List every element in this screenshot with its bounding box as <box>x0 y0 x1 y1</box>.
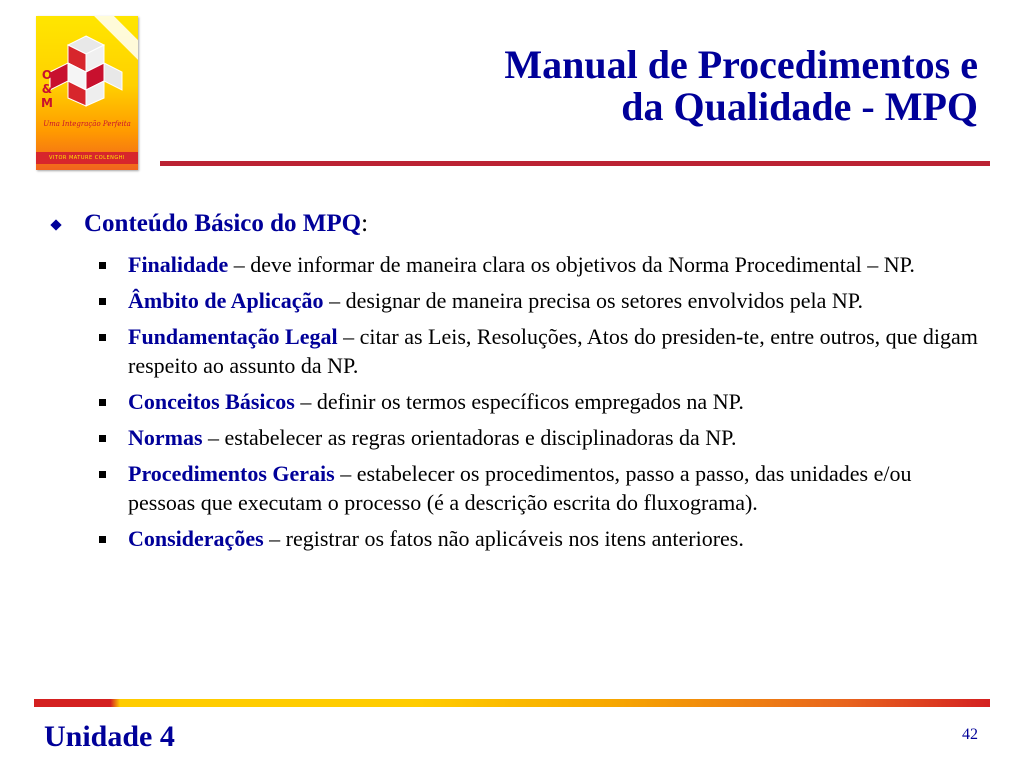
footer-unit-label: Unidade 4 <box>44 720 175 753</box>
item-description: – designar de maneira precisa os setores envolvidos pela NP. <box>323 288 864 313</box>
item-term: Procedimentos Gerais <box>128 461 335 486</box>
square-bullet-icon <box>99 298 106 305</box>
list-item <box>128 459 986 517</box>
page-number: 42 <box>962 726 978 743</box>
list-item <box>128 387 986 416</box>
cover-letter: M <box>41 96 53 110</box>
main-bullet-text: Conteúdo Básico do MPQ <box>84 210 362 237</box>
main-bullet-colon: : <box>361 210 369 237</box>
item-term: Conceitos Básicos <box>128 389 295 414</box>
item-description: – definir os termos específicos empregados na NP. <box>294 389 744 414</box>
square-bullet-icon <box>99 471 106 478</box>
square-bullet-icon <box>99 435 106 442</box>
cover-author: VITOR MATURE COLENGHI <box>36 152 138 164</box>
list-item <box>128 322 986 380</box>
title-line-1: Manual de Procedimentos e <box>504 42 978 87</box>
item-term: Fundamentação Legal <box>128 324 338 349</box>
item-term: Normas <box>128 425 203 450</box>
cubes-book-cover-icon <box>46 30 126 110</box>
book-cover-logo <box>36 16 138 170</box>
square-bullet-icon <box>99 399 106 406</box>
sub-bullet-list <box>46 250 986 553</box>
cover-letter: & <box>41 82 53 96</box>
diamond-bullet-icon <box>50 219 61 230</box>
cover-letters <box>40 68 54 110</box>
square-bullet-icon <box>99 262 106 269</box>
list-item <box>128 250 986 279</box>
list-item <box>128 286 986 315</box>
main-bullet <box>46 208 986 240</box>
item-description: – deve informar de maneira clara os objetivos da Norma Procedimental – NP. <box>228 252 915 277</box>
slide-title <box>278 44 978 128</box>
square-bullet-icon <box>99 536 106 543</box>
item-description: – estabelecer as regras orientadoras e disciplinadoras da NP. <box>202 425 737 450</box>
cover-letter: O <box>41 68 53 82</box>
item-term: Finalidade <box>128 252 229 277</box>
title-line-2: da Qualidade - MPQ <box>621 84 978 129</box>
item-description: – registrar os fatos não aplicáveis nos itens anteriores. <box>263 526 744 551</box>
slide-content <box>46 208 986 560</box>
item-term: Considerações <box>128 526 264 551</box>
title-divider <box>160 161 990 166</box>
list-item <box>128 423 986 452</box>
cover-subtitle: Uma Integração Perfeita <box>43 120 131 128</box>
footer-divider <box>34 699 990 707</box>
item-description: – estabelecer os procedimentos, passo a passo, das unidades e/ou pessoas que executam o processo (é a descrição escrita do fluxograma). <box>128 461 912 515</box>
item-term: Âmbito de Aplicação <box>128 288 324 313</box>
square-bullet-icon <box>99 334 106 341</box>
list-item <box>128 524 986 553</box>
item-description: – citar as Leis, Resoluções, Atos do presiden-te, entre outros, que digam respeito ao assunto da NP. <box>128 324 978 378</box>
